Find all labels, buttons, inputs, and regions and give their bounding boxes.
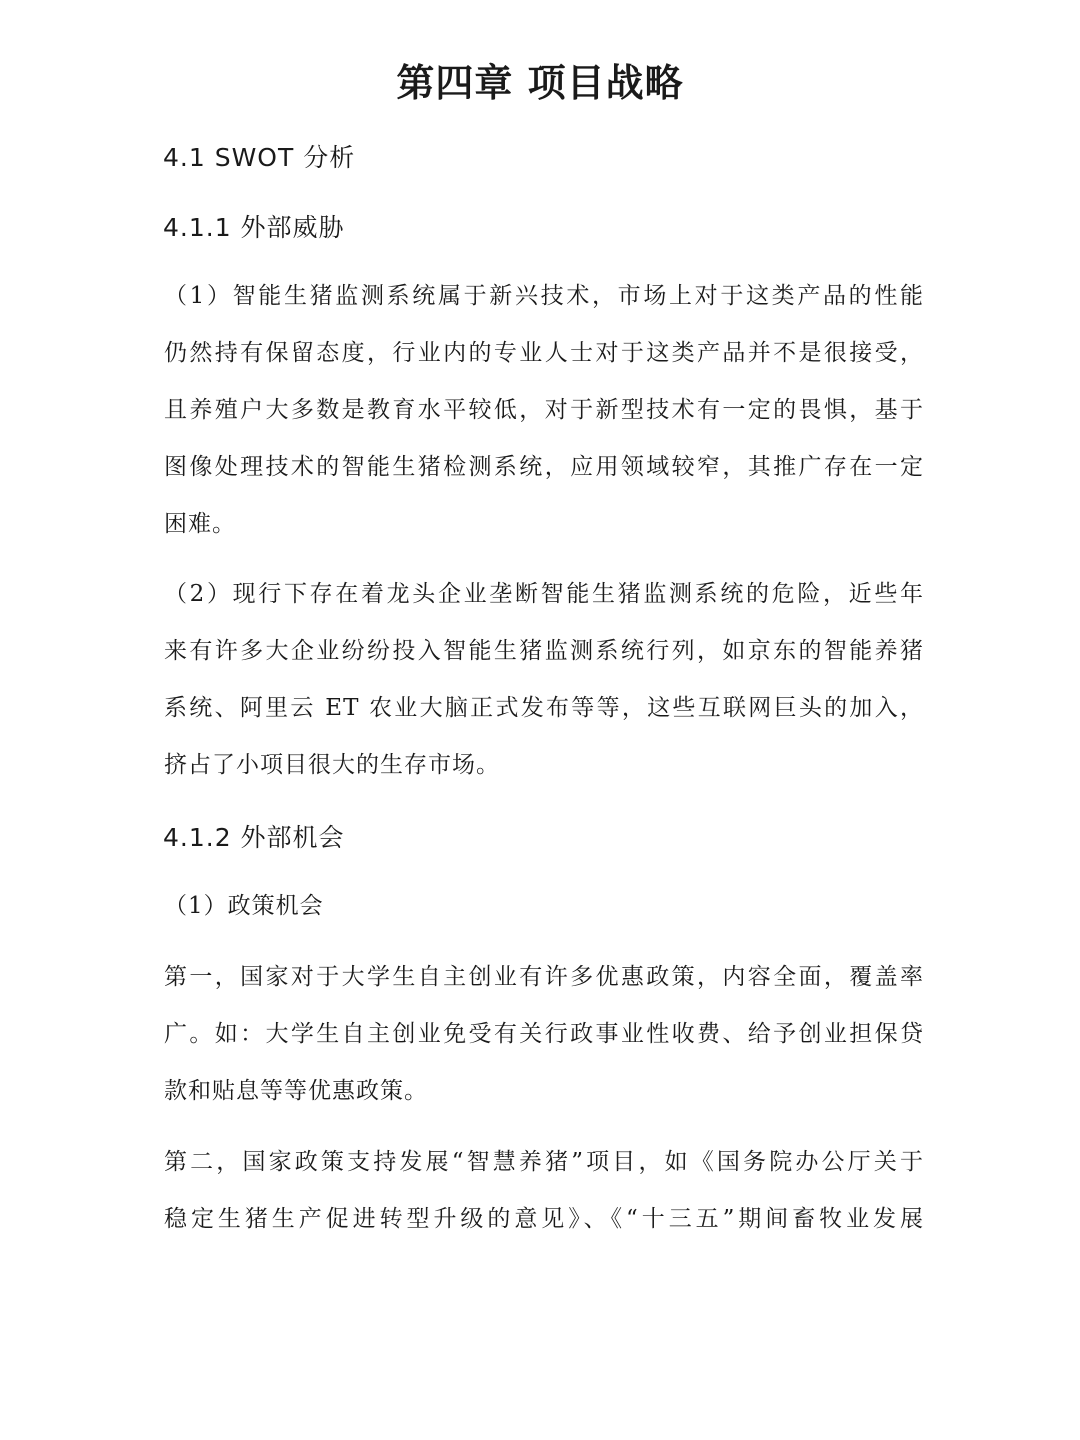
text-line: 来有许多大企业纷纷投入智能生猪监测系统行列，如京东的智能养猪 [164,638,924,664]
text-line: 第二，国家政策支持发展“智慧养猪”项目，如《国务院办公厅关于 [164,1149,924,1175]
section-heading-4-1: 4.1 SWOT 分析 [163,143,356,172]
policy-paragraph-1 [164,949,924,1120]
text-line: （1）政策机会 [164,893,324,919]
text-line: （2）现行下存在着龙头企业垄断智能生猪监测系统的危险，近些年 [164,581,924,607]
text-line: 稳定生猪生产促进转型升级的意见》、《“十三五”期间畜牧业发展 [164,1206,924,1232]
text-line: 挤占了小项目很大的生存市场。 [164,752,500,778]
chapter-title: 第四章 项目战略 [396,61,684,105]
text-line: 系统、阿里云 ET 农业大脑正式发布等等，这些互联网巨头的加入， [164,695,924,721]
text-line: 款和贴息等等优惠政策。 [164,1078,428,1104]
text-line: 第一，国家对于大学生自主创业有许多优惠政策，内容全面，覆盖率 [164,964,924,990]
threat-paragraph-1 [164,268,924,553]
section-heading-4-1-1: 4.1.1 外部威胁 [163,213,345,242]
section-heading-4-1-2: 4.1.2 外部机会 [163,823,345,852]
text-line: 仍然持有保留态度，行业内的专业人士对于这类产品并不是很接受， [164,340,924,366]
opportunity-subheading [164,878,924,935]
text-line: 图像处理技术的智能生猪检测系统，应用领域较窄，其推广存在一定 [164,454,924,480]
text-line: （1）智能生猪监测系统属于新兴技术，市场上对于这类产品的性能 [164,283,924,309]
threat-paragraph-2 [164,566,924,794]
text-line: 困难。 [164,511,236,537]
policy-paragraph-2 [164,1134,924,1248]
text-line: 且养殖户大多数是教育水平较低，对于新型技术有一定的畏惧，基于 [164,397,924,423]
text-line: 广。如：大学生自主创业免受有关行政事业性收费、给予创业担保贷 [164,1021,924,1047]
